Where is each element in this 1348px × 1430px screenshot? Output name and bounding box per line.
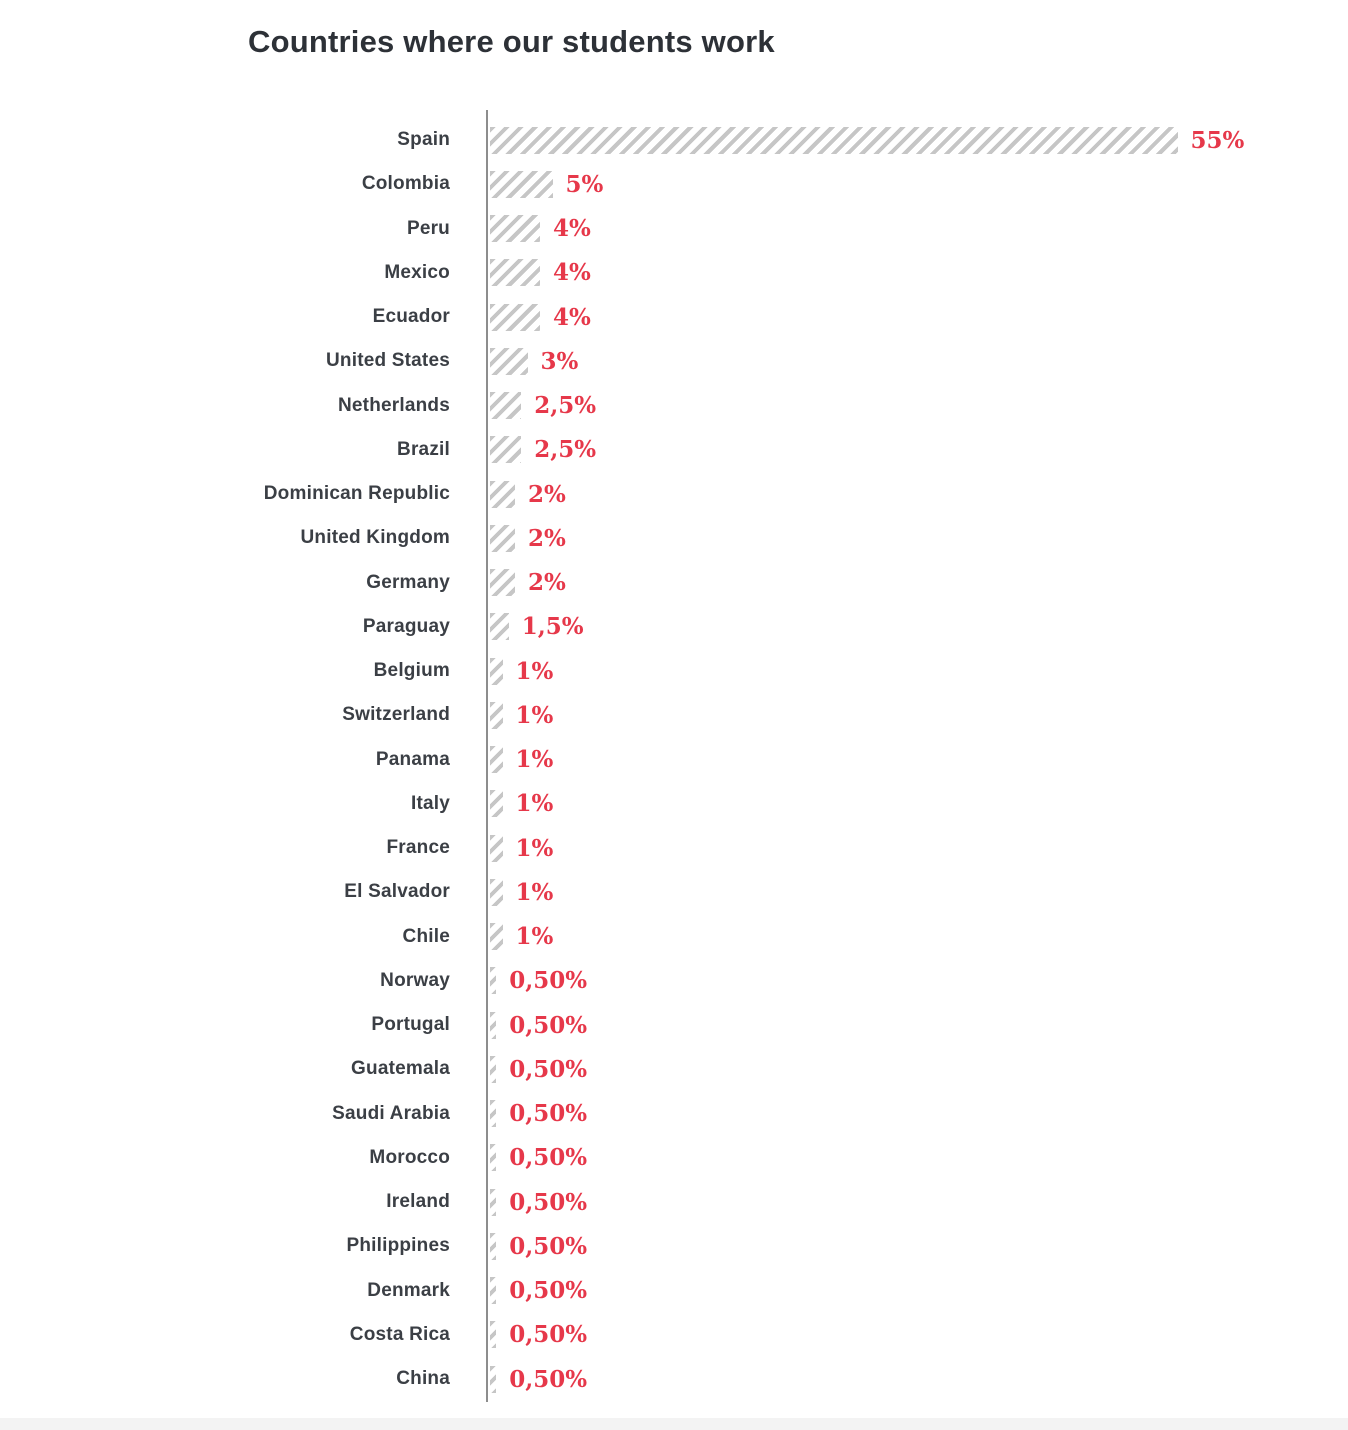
bar-area bbox=[490, 215, 591, 242]
value-label: 0,50% bbox=[509, 1321, 588, 1349]
chart-row bbox=[0, 472, 1348, 516]
value-label: 2,5% bbox=[534, 392, 597, 420]
bar-area bbox=[490, 923, 553, 950]
page-bottom-strip bbox=[0, 1418, 1348, 1430]
bar bbox=[490, 348, 528, 375]
bar bbox=[490, 481, 515, 508]
bar-area bbox=[490, 436, 596, 463]
bar bbox=[490, 171, 553, 198]
value-label: 1% bbox=[515, 878, 554, 906]
value-label: 2% bbox=[528, 569, 566, 597]
value-label: 55% bbox=[1190, 126, 1245, 154]
bar-area bbox=[490, 1189, 587, 1216]
bar-chart bbox=[0, 118, 1348, 1401]
country-label: United States bbox=[325, 350, 450, 372]
value-label: 2,5% bbox=[534, 436, 597, 464]
country-label: Morocco bbox=[369, 1146, 450, 1168]
chart-row bbox=[0, 870, 1348, 914]
chart-row bbox=[0, 826, 1348, 870]
chart-row bbox=[0, 1092, 1348, 1136]
bar bbox=[490, 215, 540, 242]
chart-row bbox=[0, 118, 1348, 162]
bar-area bbox=[490, 835, 553, 862]
bar-area bbox=[490, 1012, 587, 1039]
bar bbox=[490, 613, 509, 640]
chart-row bbox=[0, 959, 1348, 1003]
country-label: Peru bbox=[406, 217, 450, 239]
bar-area bbox=[490, 613, 584, 640]
country-label: Germany bbox=[366, 571, 450, 593]
bar bbox=[490, 569, 515, 596]
value-label: 5% bbox=[565, 170, 604, 198]
bar bbox=[490, 1233, 496, 1260]
country-label: Netherlands bbox=[337, 394, 450, 416]
country-label: Ecuador bbox=[372, 306, 450, 328]
chart-row bbox=[0, 428, 1348, 472]
chart-row bbox=[0, 384, 1348, 428]
country-label: Belgium bbox=[373, 660, 450, 682]
bar-area bbox=[490, 879, 553, 906]
country-label: Italy bbox=[410, 792, 450, 814]
value-label: 1% bbox=[515, 790, 554, 818]
bar bbox=[490, 127, 1178, 154]
y-axis-line bbox=[486, 110, 488, 1402]
chart-row bbox=[0, 1047, 1348, 1091]
chart-row bbox=[0, 561, 1348, 605]
value-label: 0,50% bbox=[509, 1144, 588, 1172]
value-label: 2% bbox=[528, 480, 566, 508]
value-label: 0,50% bbox=[509, 1232, 588, 1260]
bar-area bbox=[490, 481, 566, 508]
chart-row bbox=[0, 516, 1348, 560]
bar-area bbox=[490, 746, 553, 773]
country-label: Portugal bbox=[371, 1014, 450, 1036]
value-label: 0,50% bbox=[509, 1188, 588, 1216]
bar bbox=[490, 304, 540, 331]
country-label: Brazil bbox=[397, 438, 450, 460]
country-label: United Kingdom bbox=[300, 527, 450, 549]
bar bbox=[490, 790, 503, 817]
country-label: Philippines bbox=[346, 1235, 450, 1257]
bar-area bbox=[490, 790, 553, 817]
bar bbox=[490, 525, 515, 552]
value-label: 0,50% bbox=[509, 1011, 588, 1039]
chart-row bbox=[0, 207, 1348, 251]
country-label: China bbox=[396, 1368, 450, 1390]
chart-row bbox=[0, 339, 1348, 383]
bar bbox=[490, 1277, 496, 1304]
value-label: 0,50% bbox=[509, 1365, 588, 1393]
chart-row bbox=[0, 295, 1348, 339]
bar-area bbox=[490, 525, 566, 552]
value-label: 1% bbox=[515, 657, 554, 685]
value-label: 4% bbox=[553, 259, 591, 287]
bar-area bbox=[490, 1144, 587, 1171]
bar-area bbox=[490, 967, 587, 994]
country-label: France bbox=[386, 837, 450, 859]
country-label: El Salvador bbox=[344, 881, 450, 903]
bar-area bbox=[490, 1277, 587, 1304]
bar-area bbox=[490, 348, 578, 375]
bar-area bbox=[490, 392, 596, 419]
value-label: 1% bbox=[515, 701, 554, 729]
bar bbox=[490, 1189, 496, 1216]
value-label: 0,50% bbox=[509, 967, 588, 995]
country-label: Mexico bbox=[384, 261, 450, 283]
chart-row bbox=[0, 1180, 1348, 1224]
chart-row bbox=[0, 1313, 1348, 1357]
bar-area bbox=[490, 171, 603, 198]
country-label: Switzerland bbox=[342, 704, 450, 726]
bar-area bbox=[490, 1100, 587, 1127]
chart-row bbox=[0, 782, 1348, 826]
country-label: Denmark bbox=[367, 1279, 450, 1301]
bar bbox=[490, 923, 503, 950]
bar-area bbox=[490, 702, 553, 729]
bar bbox=[490, 259, 540, 286]
bar bbox=[490, 1366, 496, 1393]
bar-area bbox=[490, 658, 553, 685]
chart-row bbox=[0, 649, 1348, 693]
bar bbox=[490, 967, 496, 994]
country-label: Guatemala bbox=[351, 1058, 450, 1080]
value-label: 1% bbox=[515, 746, 554, 774]
chart-row bbox=[0, 1357, 1348, 1401]
value-label: 1,5% bbox=[521, 613, 584, 641]
bar bbox=[490, 1056, 496, 1083]
chart-row bbox=[0, 1136, 1348, 1180]
chart-row bbox=[0, 1224, 1348, 1268]
value-label: 0,50% bbox=[509, 1100, 588, 1128]
value-label: 2% bbox=[528, 524, 566, 552]
value-label: 1% bbox=[515, 834, 554, 862]
country-label: Paraguay bbox=[362, 615, 450, 637]
country-label: Costa Rica bbox=[349, 1323, 450, 1345]
country-label: Ireland bbox=[386, 1191, 450, 1213]
country-label: Spain bbox=[397, 129, 450, 151]
bar bbox=[490, 1012, 496, 1039]
bar bbox=[490, 879, 503, 906]
country-label: Panama bbox=[375, 748, 450, 770]
country-label: Dominican Republic bbox=[263, 483, 450, 505]
country-label: Chile bbox=[402, 925, 450, 947]
bar bbox=[490, 746, 503, 773]
value-label: 4% bbox=[553, 303, 591, 331]
bar-area bbox=[490, 1366, 587, 1393]
bar-area bbox=[490, 259, 591, 286]
value-label: 0,50% bbox=[509, 1277, 588, 1305]
country-label: Colombia bbox=[361, 173, 450, 195]
bar bbox=[490, 1321, 496, 1348]
value-label: 0,50% bbox=[509, 1055, 588, 1083]
chart-rows bbox=[0, 118, 1348, 1401]
chart-row bbox=[0, 251, 1348, 295]
bar bbox=[490, 658, 503, 685]
chart-row bbox=[0, 693, 1348, 737]
value-label: 4% bbox=[553, 215, 591, 243]
bar bbox=[490, 1144, 496, 1171]
bar-area bbox=[490, 569, 566, 596]
country-label: Norway bbox=[380, 969, 450, 991]
page-title: Countries where our students work bbox=[248, 24, 775, 59]
country-label: Saudi Arabia bbox=[332, 1102, 450, 1124]
chart-row bbox=[0, 1003, 1348, 1047]
bar bbox=[490, 392, 521, 419]
chart-row bbox=[0, 1269, 1348, 1313]
chart-row bbox=[0, 738, 1348, 782]
chart-row bbox=[0, 915, 1348, 959]
bar-area bbox=[490, 1056, 587, 1083]
bar-area bbox=[490, 1321, 587, 1348]
bar bbox=[490, 835, 503, 862]
bar bbox=[490, 436, 521, 463]
bar bbox=[490, 702, 503, 729]
bar-area bbox=[490, 1233, 587, 1260]
chart-row bbox=[0, 605, 1348, 649]
bar bbox=[490, 1100, 496, 1127]
value-label: 3% bbox=[540, 347, 579, 375]
chart-row bbox=[0, 162, 1348, 206]
bar-area bbox=[490, 304, 591, 331]
bar-area bbox=[490, 127, 1244, 154]
value-label: 1% bbox=[515, 923, 554, 951]
